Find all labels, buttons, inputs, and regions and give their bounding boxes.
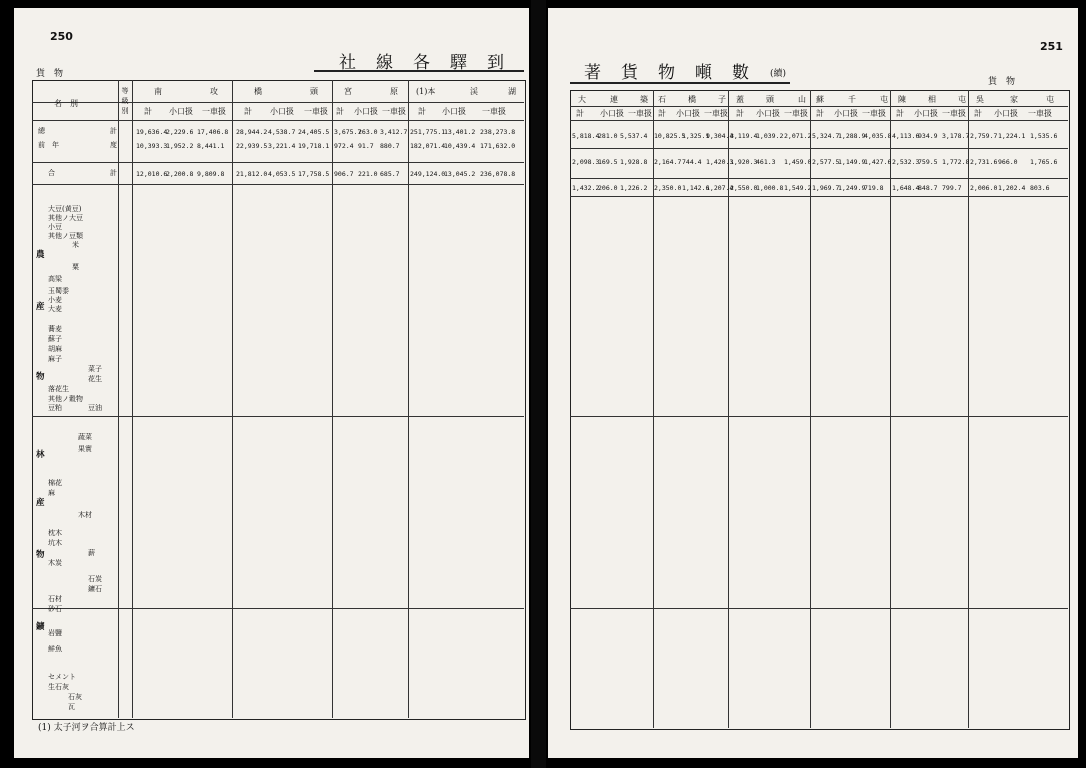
station-name: 頭 <box>310 87 318 96</box>
category-label: 産 <box>36 498 45 508</box>
item-name: 麻子 <box>48 355 62 363</box>
cell-value: 1,459.0 <box>784 158 812 166</box>
book-gutter <box>531 0 546 768</box>
station-name: 陳 <box>898 95 906 104</box>
station-name: 連 <box>610 95 618 104</box>
section-rule <box>32 608 524 609</box>
station-name: 築 <box>640 95 648 104</box>
station-name: 家 <box>1010 95 1018 104</box>
item-name: 其他ノ穀物 <box>48 395 83 403</box>
col-rule <box>118 80 119 718</box>
cell-value: 799.7 <box>942 184 962 192</box>
cell-value: 1,149.9 <box>838 158 866 166</box>
col-head: 一車扱 <box>784 109 808 118</box>
cell-value: 3,412.7 <box>380 128 408 136</box>
cell-value: 9,809.8 <box>197 170 225 178</box>
cell-value: 1,325.1 <box>682 132 710 140</box>
col-rule <box>890 90 891 728</box>
cell-value: 719.8 <box>864 184 884 192</box>
category-label: 鑛 <box>36 622 45 632</box>
cell-value: 2,550.0 <box>730 184 758 192</box>
category-label: 物 <box>36 372 45 382</box>
item-name: 薪 <box>88 549 95 557</box>
row-kind: 度 <box>110 141 117 149</box>
page-title: 著貨物噸數 <box>584 63 769 83</box>
col-rule <box>408 80 409 718</box>
cell-value: 1,288.9 <box>838 132 866 140</box>
item-name: セメント <box>48 673 76 681</box>
station-name: 石 <box>658 95 666 104</box>
col-head: 小口扱 <box>756 109 780 118</box>
cell-value: 19,718.1 <box>298 142 330 150</box>
col-head: 計 <box>244 107 252 116</box>
station-name: 原 <box>390 87 398 96</box>
item-name: 蔬菜 <box>78 433 92 441</box>
footnote: (1) 太子河ヲ合算計上ス <box>38 723 135 733</box>
cell-value: 759.5 <box>918 158 938 166</box>
cell-value: 4,538.7 <box>268 128 296 136</box>
cell-value: 685.7 <box>380 170 400 178</box>
item-name: 瓦 <box>68 703 75 711</box>
cell-value: 236,078.8 <box>480 170 516 178</box>
item-name: 坑木 <box>48 539 62 547</box>
station-name: 子 <box>718 95 726 104</box>
cell-value: 4,053.5 <box>268 170 296 178</box>
cell-value: 3,178.7 <box>942 132 970 140</box>
title-rule <box>314 70 524 72</box>
col-head: 計 <box>974 109 982 118</box>
cell-value: 238,273.8 <box>480 128 516 136</box>
page-number: 250 <box>50 30 73 43</box>
cell-value: 1,920.3 <box>730 158 758 166</box>
cell-value: 9,304.4 <box>706 132 734 140</box>
item-name: 棉花 <box>48 479 62 487</box>
cell-value: 8,441.1 <box>197 142 225 150</box>
item-name: 小麦 <box>48 296 62 304</box>
cell-value: 263.0 <box>358 128 378 136</box>
cell-value: 1,952.2 <box>166 142 194 150</box>
cell-value: 906.7 <box>334 170 354 178</box>
cell-value: 206.0 <box>598 184 618 192</box>
station-name: 吳 <box>976 95 984 104</box>
cell-value: 21,812.0 <box>236 170 268 178</box>
cell-value: 3,675.7 <box>334 128 362 136</box>
item-name: 大豆(黄豆) <box>48 205 82 213</box>
col-head: 一車扱 <box>628 109 652 118</box>
item-name: 小豆 <box>48 223 62 231</box>
cell-value: 1,427.6 <box>864 158 892 166</box>
section-rule <box>32 184 524 185</box>
station-name: 湖 <box>508 87 516 96</box>
cell-value: 171,632.0 <box>480 142 516 150</box>
cell-value: 1,142.6 <box>682 184 710 192</box>
cell-value: 2,200.8 <box>166 170 194 178</box>
freight-label: 貨 物 <box>36 69 64 79</box>
cell-value: 2,731.6 <box>970 158 998 166</box>
item-name: 枕木 <box>48 529 62 537</box>
cell-value: 1,432.2 <box>572 184 600 192</box>
station-name: 橋 <box>254 87 262 96</box>
col-rule <box>968 90 969 728</box>
cell-value: 934.9 <box>918 132 938 140</box>
station-name: (1)本 <box>416 87 436 96</box>
col-head: 計 <box>336 107 344 116</box>
cell-value: 1,249.9 <box>838 184 866 192</box>
cell-value: 182,071.4 <box>410 142 446 150</box>
cell-value: 1,648.4 <box>892 184 920 192</box>
cell-value: 2,071.2 <box>784 132 812 140</box>
cell-value: 1,549.2 <box>784 184 812 192</box>
station-name: 千 <box>848 95 856 104</box>
category-label: 林 <box>36 450 45 460</box>
item-name: 岩鹽 <box>48 629 62 637</box>
cell-value: 3,119.4 <box>730 132 758 140</box>
item-name: 砂石 <box>48 605 62 613</box>
cell-value: 221.0 <box>358 170 378 178</box>
cell-value: 2,532.3 <box>892 158 920 166</box>
section-rule <box>570 416 1068 417</box>
cell-value: 1,420.3 <box>706 158 734 166</box>
cell-value: 281.0 <box>598 132 618 140</box>
item-name: 石炭 <box>88 575 102 583</box>
item-name: 石灰 <box>68 693 82 701</box>
page-title: 社線各驛到 <box>339 53 524 73</box>
cell-value: 3,221.4 <box>268 142 296 150</box>
section-rule <box>570 148 1068 149</box>
cell-value: 13,045.2 <box>444 170 476 178</box>
station-name: 頭 <box>766 95 774 104</box>
station-name: 大 <box>578 95 586 104</box>
item-name: 石材 <box>48 595 62 603</box>
cell-value: 10,393.3 <box>136 142 168 150</box>
col-head: 一車扱 <box>862 109 886 118</box>
row-kind: 計 <box>110 169 117 177</box>
cell-value: 5,818.4 <box>572 132 600 140</box>
col-rule <box>132 80 133 718</box>
col-head: 小口扱 <box>914 109 938 118</box>
cell-value: 1,765.6 <box>1030 158 1058 166</box>
col-head: 一車扱 <box>202 107 226 116</box>
item-name: 麻 <box>48 489 55 497</box>
col-head: 小口扱 <box>676 109 700 118</box>
cell-value: 251,775.1 <box>410 128 446 136</box>
station-name: 南 <box>154 87 162 96</box>
cell-value: 1,207.4 <box>706 184 734 192</box>
col-head: 一車扱 <box>704 109 728 118</box>
cell-value: 1,772.8 <box>942 158 970 166</box>
title-rule <box>570 82 790 84</box>
col-head: 計 <box>896 109 904 118</box>
row-kind: 計 <box>110 127 117 135</box>
freight-label: 貨 物 <box>988 77 1016 87</box>
item-name: 花生 <box>88 375 102 383</box>
cell-value: 880.7 <box>380 142 400 150</box>
col-head: 一車扱 <box>1028 109 1052 118</box>
cell-value: 10,439.4 <box>444 142 476 150</box>
col-head: 一車扱 <box>382 107 406 116</box>
cell-value: 169.5 <box>598 158 618 166</box>
cell-value: 744.4 <box>682 158 702 166</box>
item-name: 高梁 <box>48 275 62 283</box>
col-head: 小口扱 <box>834 109 858 118</box>
station-name: 橋 <box>688 95 696 104</box>
cell-value: 24,405.5 <box>298 128 330 136</box>
station-name: 屯 <box>958 95 966 104</box>
cell-value: 1,226.2 <box>620 184 648 192</box>
cell-value: 19,636.4 <box>136 128 168 136</box>
header-rule <box>32 102 524 103</box>
cell-value: 1,202.4 <box>998 184 1026 192</box>
item-name: 胡麻 <box>48 345 62 353</box>
col-head: 小口扱 <box>354 107 378 116</box>
category-label: 農 <box>36 250 45 260</box>
cell-value: 13,401.2 <box>444 128 476 136</box>
row-label: 總 <box>38 127 45 135</box>
cell-value: 2,098.3 <box>572 158 600 166</box>
item-name: 鮮魚 <box>48 645 62 653</box>
cell-value: 249,124.0 <box>410 170 446 178</box>
item-name: 木炭 <box>48 559 62 567</box>
station-name: 相 <box>928 95 936 104</box>
item-name: 菜子 <box>88 365 102 373</box>
item-name: 果實 <box>78 445 92 453</box>
header-name: 名 別 <box>54 99 78 108</box>
cell-value: 5,324.7 <box>812 132 840 140</box>
cell-value: 17,758.5 <box>298 170 330 178</box>
col-head: 小口扱 <box>169 107 193 116</box>
cell-value: 10,825.5 <box>654 132 686 140</box>
item-name: 玉蜀黍 <box>48 287 69 295</box>
row-label: 前 年 <box>38 141 59 149</box>
cell-value: 1,039.2 <box>756 132 784 140</box>
item-name: 大麦 <box>48 305 62 313</box>
station-name: 攻 <box>210 87 218 96</box>
item-name: 蕎麦 <box>48 325 62 333</box>
cell-value: 1,224.1 <box>998 132 1026 140</box>
cell-value: 1,928.8 <box>620 158 648 166</box>
header-rule <box>32 120 524 121</box>
item-name: 豆粕 <box>48 404 62 412</box>
col-head: 計 <box>418 107 426 116</box>
item-name: 鑛石 <box>88 585 102 593</box>
col-head: 一車扱 <box>482 107 506 116</box>
cell-value: 28,944.2 <box>236 128 268 136</box>
item-name: 落花生 <box>48 385 69 393</box>
section-rule <box>570 196 1068 197</box>
col-head: 計 <box>816 109 824 118</box>
station-name: 屯 <box>1046 95 1054 104</box>
cell-value: 2,164.7 <box>654 158 682 166</box>
right-page <box>548 8 1078 758</box>
station-name: 宮 <box>344 87 352 96</box>
cell-value: 5,537.4 <box>620 132 648 140</box>
cell-value: 17,406.8 <box>197 128 229 136</box>
col-head: 小口扱 <box>994 109 1018 118</box>
section-rule <box>570 178 1068 179</box>
col-rule <box>332 80 333 718</box>
cell-value: 2,006.0 <box>970 184 998 192</box>
title-suffix: (續) <box>770 69 787 79</box>
item-name: 蘇子 <box>48 335 62 343</box>
cell-value: 1,969.7 <box>812 184 840 192</box>
item-name: 豆油 <box>88 404 102 412</box>
col-head: 計 <box>658 109 666 118</box>
cell-value: 2,229.6 <box>166 128 194 136</box>
cell-value: 12,010.6 <box>136 170 168 178</box>
cell-value: 2,350.0 <box>654 184 682 192</box>
cell-value: 1,000.8 <box>756 184 784 192</box>
page-number: 251 <box>1040 40 1063 53</box>
cell-value: 91.7 <box>358 142 374 150</box>
station-name: 渓 <box>470 87 478 96</box>
cell-value: 22,939.5 <box>236 142 268 150</box>
cell-value: 4,113.6 <box>892 132 920 140</box>
item-name: 其他ノ大豆 <box>48 214 83 222</box>
cell-value: 2,759.7 <box>970 132 998 140</box>
col-head: 小口扱 <box>442 107 466 116</box>
left-page <box>14 8 529 758</box>
col-head: 計 <box>576 109 584 118</box>
col-head: 一車扱 <box>942 109 966 118</box>
item-name: 米 <box>72 241 79 249</box>
section-rule <box>32 162 524 163</box>
cell-value: 1,535.6 <box>1030 132 1058 140</box>
header-rule <box>570 120 1068 121</box>
cell-value: 972.4 <box>334 142 354 150</box>
header-grade: 等級別 <box>121 87 129 115</box>
col-head: 小口扱 <box>270 107 294 116</box>
header-rule <box>570 106 1068 107</box>
col-head: 小口扱 <box>600 109 624 118</box>
category-label: 産 <box>36 302 45 312</box>
item-name: 木材 <box>78 511 92 519</box>
col-head: 計 <box>736 109 744 118</box>
col-head: 一車扱 <box>304 107 328 116</box>
item-name: 生石灰 <box>48 683 69 691</box>
category-label: 物 <box>36 550 45 560</box>
section-rule <box>570 608 1068 609</box>
item-name: 其他ノ豆類 <box>48 232 83 240</box>
station-name: 山 <box>798 95 806 104</box>
station-name: 蓋 <box>736 95 744 104</box>
station-name: 蘇 <box>816 95 824 104</box>
section-rule <box>32 416 524 417</box>
cell-value: 2,577.5 <box>812 158 840 166</box>
cell-value: 966.0 <box>998 158 1018 166</box>
cell-value: 461.3 <box>756 158 776 166</box>
row-label: 合 <box>48 169 55 177</box>
col-rule <box>232 80 233 718</box>
cell-value: 803.6 <box>1030 184 1050 192</box>
cell-value: 4,035.8 <box>864 132 892 140</box>
cell-value: 848.7 <box>918 184 938 192</box>
col-head: 計 <box>144 107 152 116</box>
item-name: 粟 <box>72 263 79 271</box>
station-name: 屯 <box>880 95 888 104</box>
